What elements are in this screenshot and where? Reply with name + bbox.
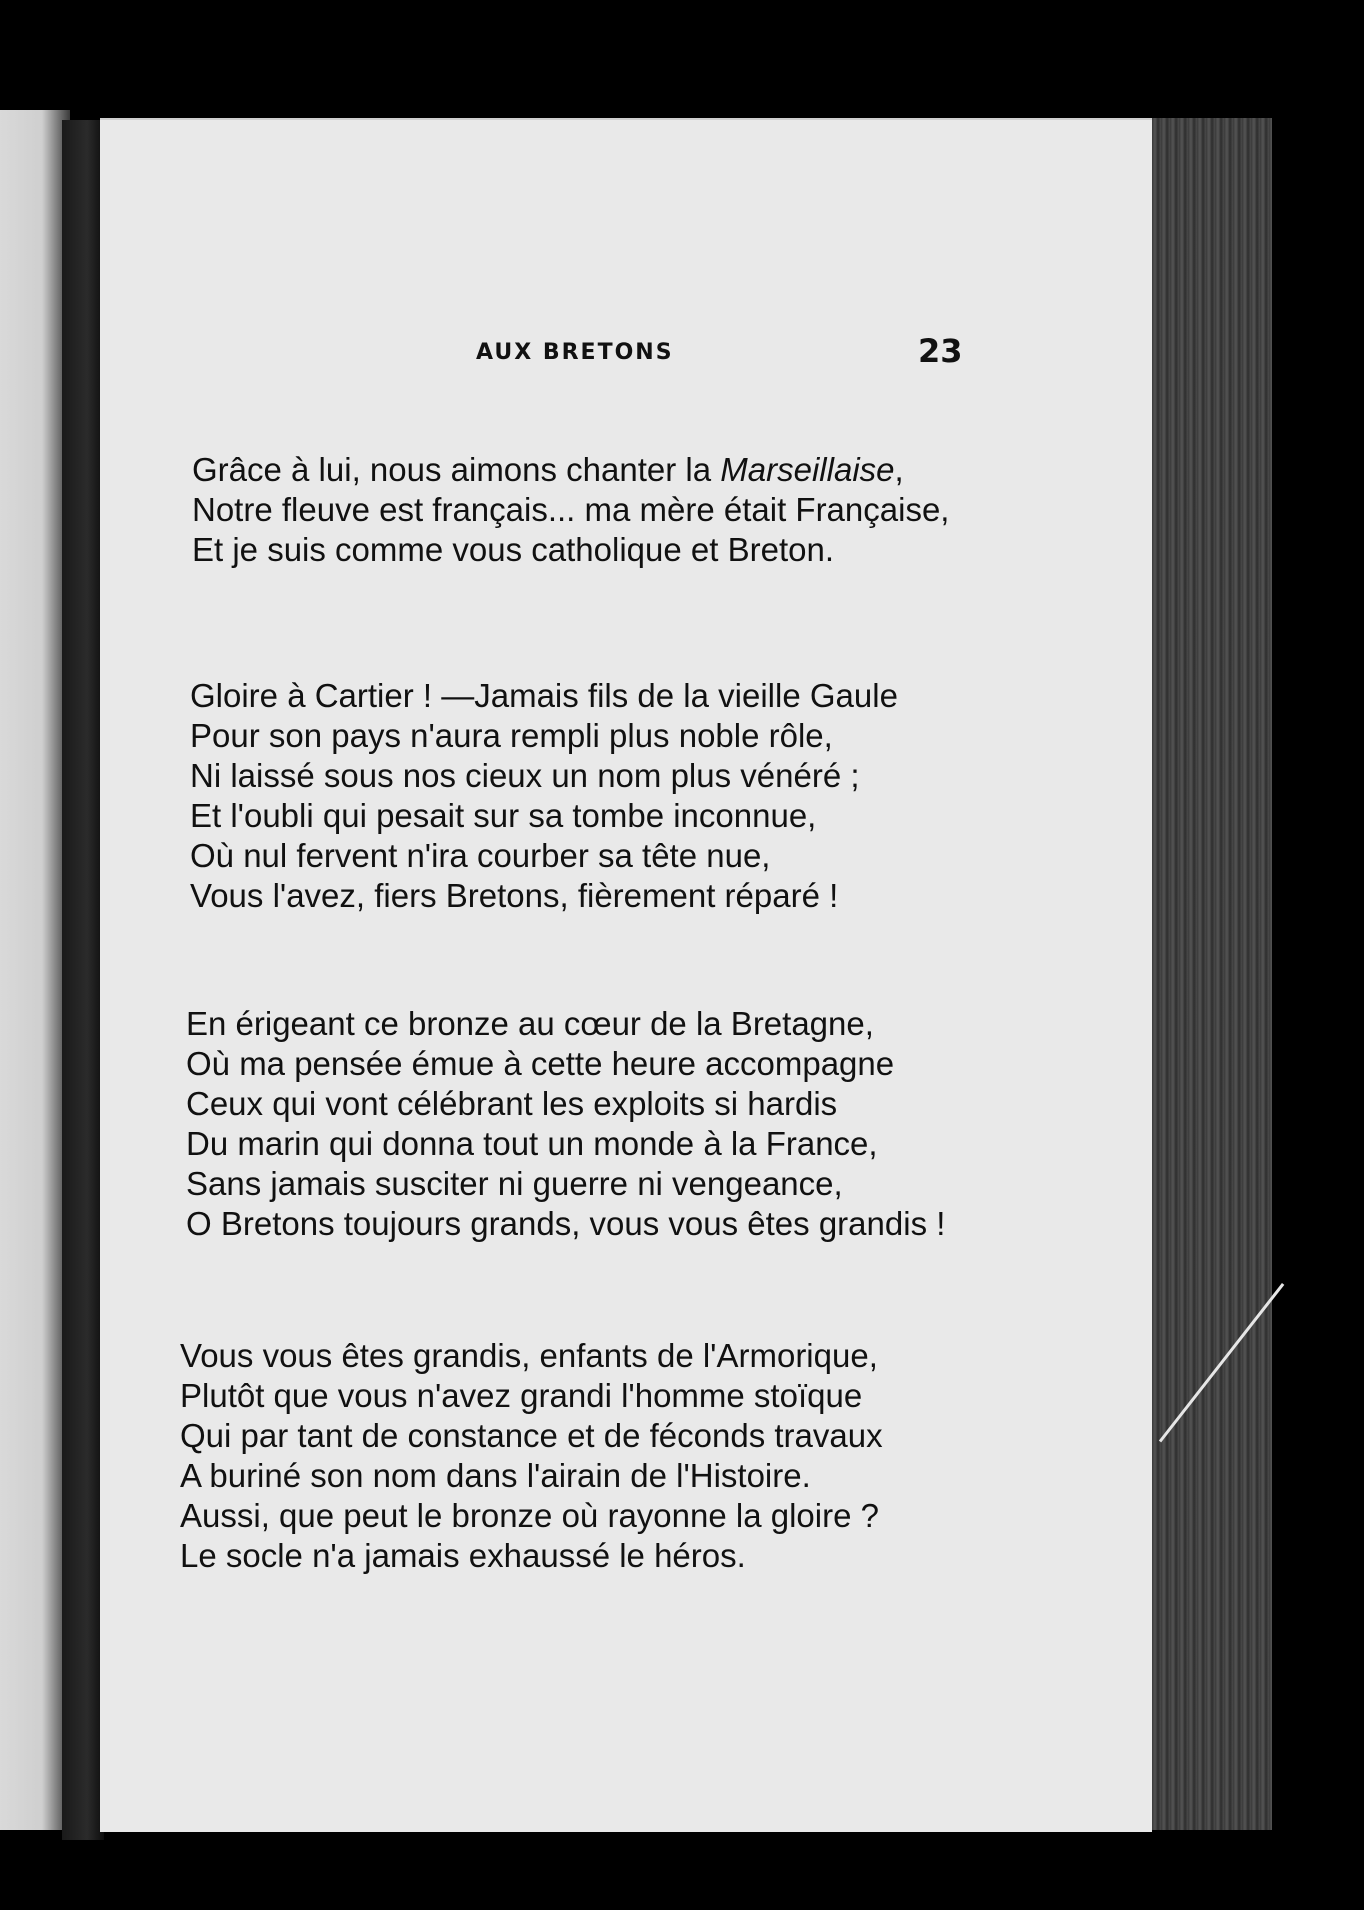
page-block-edge: [1152, 118, 1272, 1830]
verse-line: Grâce à lui, nous aimons chanter la Marseillaise,: [192, 451, 904, 488]
verse-line: Gloire à Cartier ! —Jamais fils de la vieille Gaule: [190, 677, 898, 714]
stanza: [180, 1336, 883, 1576]
verse-line: Et je suis comme vous catholique et Breton.: [192, 531, 834, 568]
verse-line: Aussi, que peut le bronze où rayonne la gloire ?: [180, 1497, 879, 1534]
verse-line: O Bretons toujours grands, vous vous êtes grandis !: [186, 1205, 946, 1242]
verse-line: A buriné son nom dans l'airain de l'Histoire.: [180, 1457, 811, 1494]
verse-line: Vous vous êtes grandis, enfants de l'Armorique,: [180, 1337, 878, 1374]
facing-page-edge: [0, 110, 70, 1830]
verse-line: Du marin qui donna tout un monde à la France,: [186, 1125, 878, 1162]
verse-line: Ceux qui vont célébrant les exploits si hardis: [186, 1085, 838, 1122]
book-gutter: [62, 120, 104, 1840]
verse-line: Pour son pays n'aura rempli plus noble rôle,: [190, 717, 833, 754]
verse-line: Ni laissé sous nos cieux un nom plus vénéré ;: [190, 757, 860, 794]
verse-line: Le socle n'a jamais exhaussé le héros.: [180, 1537, 746, 1574]
verse-line: Sans jamais susciter ni guerre ni vengeance,: [186, 1165, 843, 1202]
verse-line: Plutôt que vous n'avez grandi l'homme stoïque: [180, 1377, 863, 1414]
stanza: [186, 1004, 945, 1244]
page-number: 23: [918, 332, 963, 370]
italic-title: Marseillaise: [720, 451, 895, 488]
verse-line: Et l'oubli qui pesait sur sa tombe inconnue,: [190, 797, 817, 834]
stanza: [192, 450, 949, 570]
verse-line: Notre fleuve est français... ma mère était Française,: [192, 491, 950, 528]
verse-line: Où ma pensée émue à cette heure accompagne: [186, 1045, 895, 1082]
verse-line: Qui par tant de constance et de féconds travaux: [180, 1417, 883, 1454]
verse-line: En érigeant ce bronze au cœur de la Bretagne,: [186, 1005, 874, 1042]
running-head: AUX BRETONS: [476, 340, 674, 365]
verse-line: Vous l'avez, fiers Bretons, fièrement réparé !: [190, 877, 839, 914]
stanza: [190, 676, 898, 916]
verse-line: Où nul fervent n'ira courber sa tête nue,: [190, 837, 771, 874]
